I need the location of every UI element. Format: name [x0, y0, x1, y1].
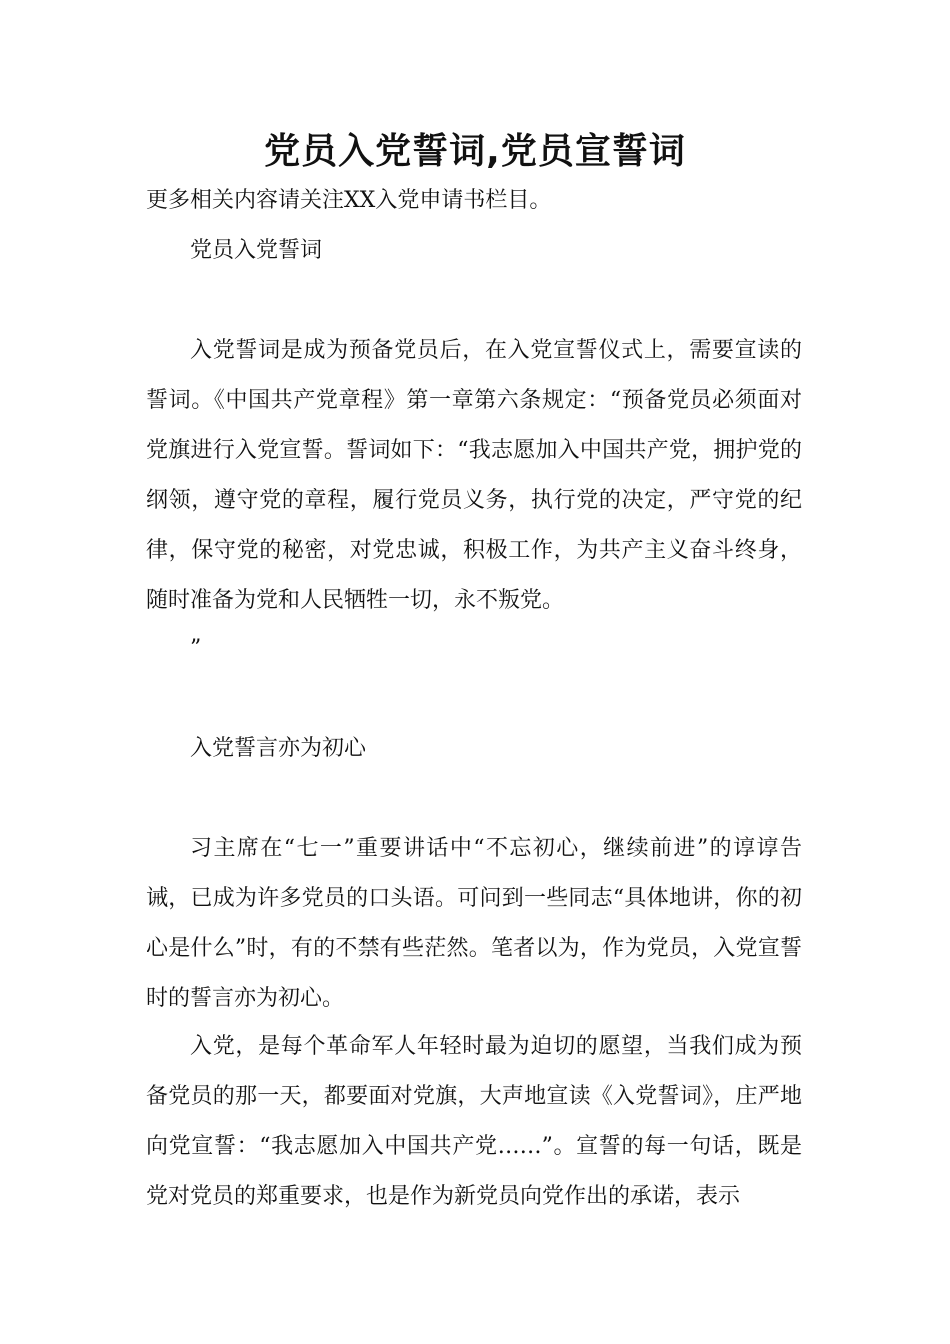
paragraph-original-aspiration: 习主席在“七一”重要讲话中“不忘初心，继续前进”的谆谆告诫，已成为许多党员的口头语。可问到一些同志“具体地讲，你的初心是什么”时，有的不禁有些茫然。笔者以为，作为党员，入党宣誓时的誓言亦为初心。 — [146, 836, 802, 1011]
section-heading-oath: 党员入党誓词 — [190, 238, 323, 263]
paragraph-oath-description: 入党誓词是成为预备党员后，在入党宣誓仪式上，需要宣读的誓词。《中国共产党章程》第一章第六条规定：“预备党员必须面对党旗进行入党宣誓。誓词如下：“我志愿加入中国共产党，拥护党的纲领，遵守党的章程，履行党员义务，执行党的决定，严守党的纪律，保守党的秘密，对党忠诚，积极工作，为共产主义奋斗终身，随时准备为党和人民牺牲一切，永不叛党。 — [146, 338, 802, 613]
intro-text: 更多相关内容请关注XX入党申请书栏目。 — [146, 188, 552, 213]
closing-quote-mark: ” — [190, 636, 202, 661]
document-title: 党员入党誓词,党员宣誓词 — [264, 131, 686, 172]
section-heading-original-aspiration: 入党誓言亦为初心 — [190, 736, 367, 761]
paragraph-joining-party: 入党，是每个革命军人年轻时最为迫切的愿望，当我们成为预备党员的那一天，都要面对党旗，大声地宣读《入党誓词》，庄严地向党宣誓：“我志愿加入中国共产党……”。宣誓的每一句话，既是党对党员的郑重要求，也是作为新党员向党作出的承诺，表示 — [146, 1034, 802, 1209]
